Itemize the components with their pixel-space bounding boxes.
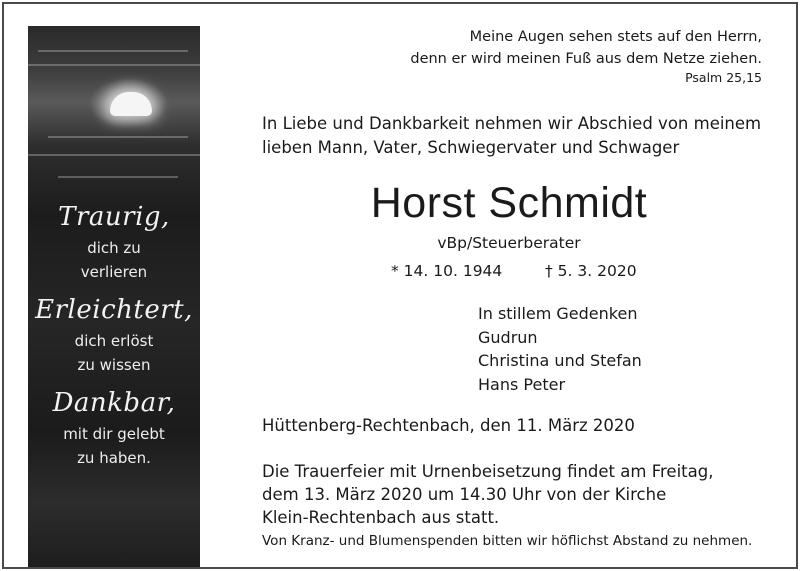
word1-line-1: dich zu	[87, 239, 141, 257]
word-dankbar: Dankbar,	[52, 388, 176, 418]
place-and-date: Hüttenberg-Rechtenbach, den 11. März 2020	[262, 416, 635, 435]
mourners-list	[478, 302, 642, 396]
service-line-2: dem 13. März 2020 um 14.30 Uhr von der Kirche	[262, 485, 667, 504]
word-traurig: Traurig,	[58, 202, 170, 232]
intro-line-1: In Liebe und Dankbarkeit nehmen wir Abschied von meinem	[262, 114, 762, 133]
flowers-note: Von Kranz- und Blumenspenden bitten wir höflichst Abstand zu nehmen.	[262, 533, 753, 549]
cloud-streak	[28, 64, 200, 66]
cloud-streak	[58, 176, 178, 178]
mourner-name: Hans Peter	[478, 374, 566, 394]
verse-line-2: denn er wird meinen Fuß aus dem Netze ziehen.	[410, 51, 762, 67]
deceased-name: Horst Schmidt	[370, 179, 648, 227]
verse-reference: Psalm 25,15	[685, 70, 762, 85]
cloud-streak	[28, 154, 200, 156]
word-erleichtert: Erleichtert,	[35, 295, 193, 325]
mourner-name: Gudrun	[478, 327, 538, 347]
word1-line-2: verlieren	[80, 263, 148, 281]
obituary-card	[2, 2, 798, 569]
intro-line-2: lieben Mann, Vater, Schwiegervater und Schwager	[262, 138, 680, 157]
cloud-streak	[48, 136, 188, 138]
word3-line-1: mit dir gelebt	[63, 425, 165, 443]
verse-line-1: Meine Augen sehen stets auf den Herrn,	[469, 29, 762, 45]
word3-line-2: zu haben.	[77, 449, 151, 467]
death-date: † 5. 3. 2020	[545, 262, 637, 280]
funeral-service-info	[262, 460, 713, 529]
deceased-profession: vBp/Steuerberater	[437, 234, 581, 252]
mourner-name: Christina und Stefan	[478, 351, 642, 370]
mourners-heading: In stillem Gedenken	[478, 304, 638, 323]
bible-verse	[410, 26, 762, 70]
intro-text	[262, 112, 761, 160]
service-line-1: Die Trauerfeier mit Urnenbeisetzung findet am Freitag,	[262, 462, 714, 481]
sunset-photo-panel	[28, 26, 200, 567]
service-line-3: Klein-Rechtenbach aus statt.	[262, 508, 500, 527]
word2-line-1: dich erlöst	[74, 332, 154, 350]
word2-line-2: zu wissen	[77, 356, 151, 374]
birth-date: * 14. 10. 1944	[391, 262, 503, 280]
cloud-streak	[38, 50, 188, 52]
